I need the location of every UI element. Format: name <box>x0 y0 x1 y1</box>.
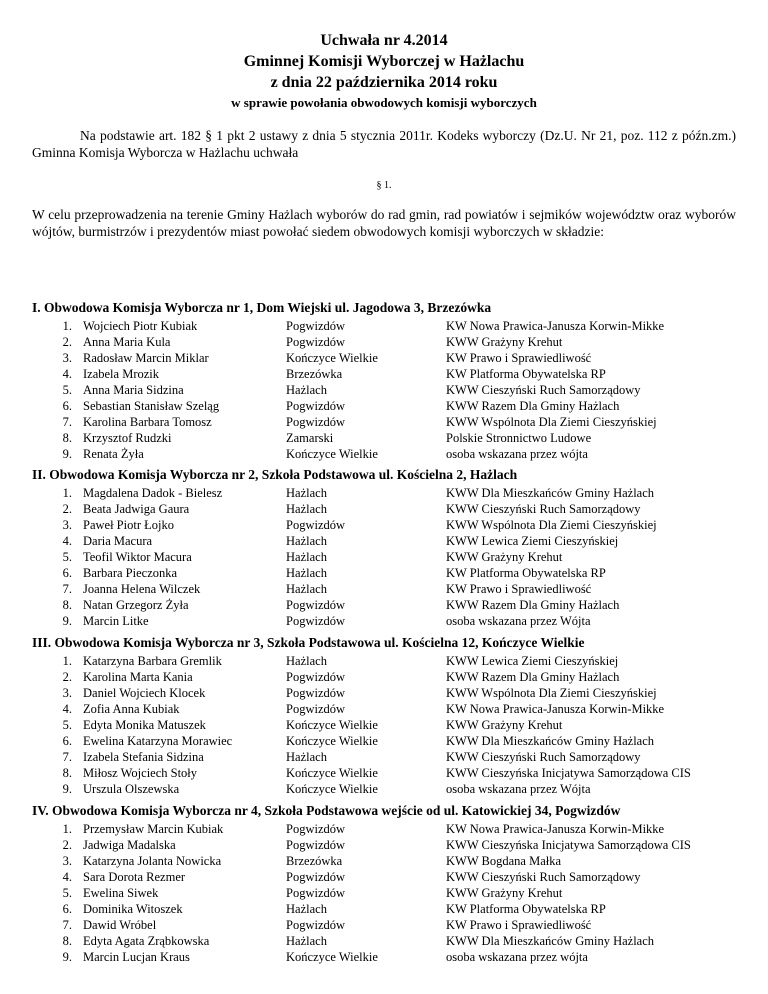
member-nominating-committee: osoba wskazana przez Wójta <box>446 614 591 628</box>
member-nominating-committee: KW Nowa Prawica-Janusza Korwin-Mikke <box>446 702 665 716</box>
member-number: 9. <box>62 782 72 796</box>
member-row <box>48 501 748 517</box>
member-nominating-committee: KW Platforma Obywatelska RP <box>446 367 606 381</box>
member-nominating-committee: KWW Cieszyńska Inicjatywa Samorządowa CIS <box>446 766 691 780</box>
member-number: 2. <box>62 838 72 852</box>
member-name: Sara Dorota Rezmer <box>83 870 186 884</box>
member-row <box>48 581 748 597</box>
member-number: 4. <box>62 870 72 884</box>
member-row <box>48 382 748 398</box>
member-place: Pogwizdów <box>286 598 346 612</box>
issuing-body: Gminnej Komisji Wyborczej w Hażlachu <box>243 53 525 70</box>
legal-basis-paragraph <box>32 127 736 161</box>
member-number: 1. <box>62 319 72 333</box>
member-name: Anna Maria Sidzina <box>83 383 184 397</box>
member-nominating-committee: KWW Cieszyński Ruch Samorządowy <box>446 750 641 764</box>
member-name: Barbara Pieczonka <box>83 566 178 580</box>
member-number: 3. <box>62 854 72 868</box>
member-nominating-committee: KW Platforma Obywatelska RP <box>446 566 606 580</box>
member-place: Pogwizdów <box>286 686 346 700</box>
member-list <box>48 653 748 797</box>
member-place: Zamarski <box>286 431 334 445</box>
member-place: Hażlach <box>286 534 327 548</box>
section-title: I. Obwodowa Komisja Wyborcza nr 1, Dom Wiejski ul. Jagodowa 3, Brzezówka <box>32 300 492 315</box>
member-row <box>48 933 748 949</box>
member-name: Renata Żyła <box>83 447 144 461</box>
member-row <box>48 565 748 581</box>
member-name: Anna Maria Kula <box>83 335 171 349</box>
member-number: 1. <box>62 822 72 836</box>
member-place: Pogwizdów <box>286 702 346 716</box>
member-place: Pogwizdów <box>286 822 346 836</box>
member-number: 5. <box>62 383 72 397</box>
member-nominating-committee: KWW Razem Dla Gminy Hażlach <box>446 598 620 612</box>
section-title: III. Obwodowa Komisja Wyborcza nr 3, Szkoła Podstawowa ul. Kościelna 12, Kończyce Wielkie <box>32 635 585 650</box>
member-row <box>48 318 748 334</box>
member-row <box>48 549 748 565</box>
member-nominating-committee: KWW Bogdana Małka <box>446 854 562 868</box>
member-nominating-committee: KW Prawo i Sprawiedliwość <box>446 582 592 596</box>
member-number: 4. <box>62 367 72 381</box>
member-name: Izabela Mrozik <box>83 367 160 381</box>
member-name: Joanna Helena Wilczek <box>83 582 201 596</box>
member-place: Kończyce Wielkie <box>286 950 378 964</box>
member-row <box>48 901 748 917</box>
member-row <box>48 669 748 685</box>
member-row <box>48 781 748 797</box>
member-place: Hażlach <box>286 550 327 564</box>
member-nominating-committee: KWW Dla Mieszkańców Gminy Hażlach <box>446 486 655 500</box>
member-nominating-committee: KWW Lewica Ziemi Cieszyńskiej <box>446 534 619 548</box>
member-number: 3. <box>62 351 72 365</box>
member-name: Daniel Wojciech Klocek <box>83 686 206 700</box>
member-number: 2. <box>62 502 72 516</box>
member-number: 9. <box>62 447 72 461</box>
member-place: Brzezówka <box>286 367 343 381</box>
member-nominating-committee: KWW Grażyny Krehut <box>446 335 563 349</box>
member-number: 5. <box>62 886 72 900</box>
member-row <box>48 398 748 414</box>
member-number: 6. <box>62 566 72 580</box>
member-row <box>48 869 748 885</box>
member-place: Brzezówka <box>286 854 343 868</box>
member-name: Ewelina Katarzyna Morawiec <box>83 734 233 748</box>
member-row <box>48 350 748 366</box>
member-row <box>48 733 748 749</box>
member-row <box>48 653 748 669</box>
member-list <box>48 485 748 629</box>
member-number: 5. <box>62 550 72 564</box>
resolution-number: Uchwała nr 4.2014 <box>320 32 448 49</box>
member-place: Pogwizdów <box>286 399 346 413</box>
member-name: Teofil Wiktor Macura <box>83 550 192 564</box>
member-name: Urszula Olszewska <box>83 782 180 796</box>
member-name: Ewelina Siwek <box>83 886 159 900</box>
member-list <box>48 821 748 965</box>
resolution-subject: w sprawie powołania obwodowych komisji wyborczych <box>231 95 537 110</box>
member-nominating-committee: osoba wskazana przez wójta <box>446 447 588 461</box>
member-number: 7. <box>62 750 72 764</box>
member-name: Dawid Wróbel <box>83 918 157 932</box>
member-nominating-committee: KW Platforma Obywatelska RP <box>446 902 606 916</box>
member-row <box>48 717 748 733</box>
member-row <box>48 446 748 462</box>
resolution-date: z dnia 22 października 2014 roku <box>270 74 498 91</box>
member-nominating-committee: KW Prawo i Sprawiedliwość <box>446 351 592 365</box>
member-name: Paweł Piotr Łojko <box>83 518 174 532</box>
member-number: 5. <box>62 718 72 732</box>
member-row <box>48 765 748 781</box>
member-place: Pogwizdów <box>286 518 346 532</box>
paragraph-mark: § 1. <box>376 180 392 191</box>
member-place: Pogwizdów <box>286 614 346 628</box>
member-nominating-committee: KWW Wspólnota Dla Ziemi Cieszyńskiej <box>446 415 657 429</box>
member-place: Hażlach <box>286 566 327 580</box>
member-number: 8. <box>62 934 72 948</box>
member-nominating-committee: KWW Wspólnota Dla Ziemi Cieszyńskiej <box>446 518 657 532</box>
member-number: 4. <box>62 702 72 716</box>
member-number: 6. <box>62 734 72 748</box>
member-place: Kończyce Wielkie <box>286 351 378 365</box>
member-place: Kończyce Wielkie <box>286 718 378 732</box>
member-name: Izabela Stefania Sidzina <box>83 750 204 764</box>
member-place: Hażlach <box>286 582 327 596</box>
member-number: 2. <box>62 335 72 349</box>
section-title: IV. Obwodowa Komisja Wyborcza nr 4, Szkoła Podstawowa wejście od ul. Katowickiej 34, Pogwizdów <box>32 803 621 818</box>
member-name: Jadwiga Madalska <box>83 838 176 852</box>
member-number: 7. <box>62 415 72 429</box>
member-row <box>48 334 748 350</box>
member-row <box>48 517 748 533</box>
member-number: 1. <box>62 654 72 668</box>
member-row <box>48 613 748 629</box>
member-place: Pogwizdów <box>286 838 346 852</box>
member-row <box>48 485 748 501</box>
member-name: Edyta Agata Zrąbkowska <box>83 934 210 948</box>
member-place: Pogwizdów <box>286 670 346 684</box>
member-nominating-committee: osoba wskazana przez wójta <box>446 950 588 964</box>
member-number: 8. <box>62 431 72 445</box>
member-name: Dominika Witoszek <box>83 902 183 916</box>
member-number: 8. <box>62 766 72 780</box>
member-name: Magdalena Dadok - Bielesz <box>83 486 223 500</box>
member-name: Daria Macura <box>83 534 153 548</box>
member-row <box>48 837 748 853</box>
member-nominating-committee: KWW Wspólnota Dla Ziemi Cieszyńskiej <box>446 686 657 700</box>
member-nominating-committee: Polskie Stronnictwo Ludowe <box>446 431 592 445</box>
member-place: Hażlach <box>286 654 327 668</box>
member-place: Hażlach <box>286 750 327 764</box>
member-nominating-committee: KWW Razem Dla Gminy Hażlach <box>446 670 620 684</box>
member-name: Miłosz Wojciech Stoły <box>83 766 198 780</box>
member-nominating-committee: KWW Lewica Ziemi Cieszyńskiej <box>446 654 619 668</box>
member-nominating-committee: KW Prawo i Sprawiedliwość <box>446 918 592 932</box>
member-nominating-committee: KWW Cieszyński Ruch Samorządowy <box>446 383 641 397</box>
member-place: Kończyce Wielkie <box>286 766 378 780</box>
member-nominating-committee: KWW Cieszyńska Inicjatywa Samorządowa CIS <box>446 838 691 852</box>
member-row <box>48 853 748 869</box>
member-nominating-committee: KWW Dla Mieszkańców Gminy Hażlach <box>446 734 655 748</box>
member-name: Karolina Marta Kania <box>83 670 193 684</box>
member-place: Kończyce Wielkie <box>286 447 378 461</box>
member-name: Natan Grzegorz Żyła <box>83 598 189 612</box>
member-nominating-committee: KW Nowa Prawica-Janusza Korwin-Mikke <box>446 822 665 836</box>
member-place: Pogwizdów <box>286 918 346 932</box>
member-number: 1. <box>62 486 72 500</box>
member-row <box>48 685 748 701</box>
body-paragraph: W celu przeprowadzenia na terenie Gminy Hażlach wyborów do rad gmin, rad powiatów i sejmików województw oraz wyborów wójtów, burmistrzów i prezydentów miast powołać siedem obwodowych komisji wyborczych w składzie: <box>32 207 736 239</box>
member-name: Radosław Marcin Miklar <box>83 351 209 365</box>
member-name: Wojciech Piotr Kubiak <box>83 319 198 333</box>
member-row <box>48 749 748 765</box>
member-name: Marcin Litke <box>83 614 149 628</box>
member-row <box>48 414 748 430</box>
member-number: 9. <box>62 614 72 628</box>
legal-basis-text: Na podstawie art. 182 § 1 pkt 2 ustawy z dnia 5 stycznia 2011r. Kodeks wyborczy (Dz.U. Nr 21, poz. 112 z późn.zm.) Gminna Komisja Wyborcza w Hażlachu uchwała <box>32 128 736 160</box>
member-name: Sebastian Stanisław Szeląg <box>83 399 220 413</box>
member-name: Krzysztof Rudzki <box>83 431 172 445</box>
member-row <box>48 597 748 613</box>
member-nominating-committee: KWW Grażyny Krehut <box>446 718 563 732</box>
member-place: Hażlach <box>286 502 327 516</box>
member-number: 6. <box>62 399 72 413</box>
member-row <box>48 533 748 549</box>
member-place: Pogwizdów <box>286 870 346 884</box>
member-row <box>48 430 748 446</box>
member-place: Hażlach <box>286 934 327 948</box>
member-row <box>48 701 748 717</box>
member-nominating-committee: osoba wskazana przez Wójta <box>446 782 591 796</box>
member-nominating-committee: KWW Grażyny Krehut <box>446 886 563 900</box>
member-nominating-committee: KW Nowa Prawica-Janusza Korwin-Mikke <box>446 319 665 333</box>
member-name: Edyta Monika Matuszek <box>83 718 206 732</box>
member-number: 9. <box>62 950 72 964</box>
member-number: 7. <box>62 918 72 932</box>
member-name: Beata Jadwiga Gaura <box>83 502 190 516</box>
section-title: II. Obwodowa Komisja Wyborcza nr 2, Szkoła Podstawowa ul. Kościelna 2, Hażlach <box>32 467 518 482</box>
member-place: Hażlach <box>286 902 327 916</box>
member-place: Kończyce Wielkie <box>286 782 378 796</box>
member-number: 4. <box>62 534 72 548</box>
member-place: Hażlach <box>286 383 327 397</box>
member-place: Hażlach <box>286 486 327 500</box>
member-nominating-committee: KWW Cieszyński Ruch Samorządowy <box>446 870 641 884</box>
member-nominating-committee: KWW Razem Dla Gminy Hażlach <box>446 399 620 413</box>
member-name: Marcin Lucjan Kraus <box>83 950 190 964</box>
member-place: Pogwizdów <box>286 335 346 349</box>
member-row <box>48 366 748 382</box>
member-name: Zofia Anna Kubiak <box>83 702 180 716</box>
member-name: Katarzyna Barbara Gremlik <box>83 654 222 668</box>
member-number: 3. <box>62 518 72 532</box>
member-row <box>48 885 748 901</box>
member-row <box>48 821 748 837</box>
member-place: Kończyce Wielkie <box>286 734 378 748</box>
member-list <box>48 318 748 462</box>
member-name: Karolina Barbara Tomosz <box>83 415 212 429</box>
member-place: Pogwizdów <box>286 415 346 429</box>
member-number: 2. <box>62 670 72 684</box>
member-number: 6. <box>62 902 72 916</box>
member-nominating-committee: KWW Dla Mieszkańców Gminy Hażlach <box>446 934 655 948</box>
member-row <box>48 917 748 933</box>
member-number: 3. <box>62 686 72 700</box>
member-row <box>48 949 748 965</box>
member-number: 8. <box>62 598 72 612</box>
member-place: Pogwizdów <box>286 319 346 333</box>
member-place: Pogwizdów <box>286 886 346 900</box>
member-nominating-committee: KWW Cieszyński Ruch Samorządowy <box>446 502 641 516</box>
member-nominating-committee: KWW Grażyny Krehut <box>446 550 563 564</box>
member-name: Katarzyna Jolanta Nowicka <box>83 854 222 868</box>
member-name: Przemysław Marcin Kubiak <box>83 822 224 836</box>
member-number: 7. <box>62 582 72 596</box>
